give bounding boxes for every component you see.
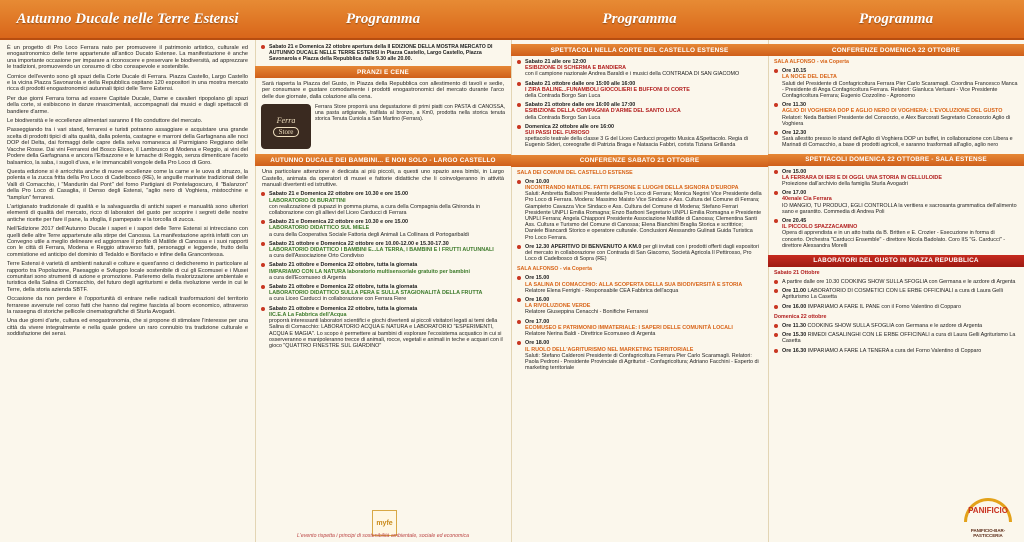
event-row [511, 59, 768, 78]
event-row [255, 241, 511, 260]
kids-intro: Una particolare attenzione è dedicata ai più piccoli, a questi uno spazio area bimbi, in Largo Castello, animata da operatori di musei e fattorie didattiche che li coinvolgeranno in attività manuali divertenti ed istruttive. [262, 169, 504, 189]
ferra-store-text: Ferrara Store proporrà una degustazione di primi piatti con PASTA di CANOSSA, una pasta artigianale, trafilata al bronzo, a Km0, prodotta nella storica tenuta storica Tenuta Cuniola a San Martino (Ferrara). [315, 104, 505, 123]
event-text: con realizzazione di pupazzi in gomma piuma, a cura della Compagnia della Ghironda in collaborazione con gli allievi del Liceo Carducci di Ferrara [269, 203, 480, 217]
event-text: proporrà interessanti laboratori scientifici e giochi divertenti ai piccoli visitatori legati ai temi della Salina di Comacchio: LABORATORIO ACQUA E NATURA e LABORATORIO "ESPERIMENTI, ACQUA E MAGIA". Lo scopo è permettere ai bambini di esplorare l'ecosistema acquatico in cui si osserveranno e manipoleranno trecce di animali, rocce, vegetali e animali in teche e acquari con il gioco "QUATTRO FINESTRE SUL GIARDINO" [269, 318, 503, 349]
event-text: a cura dell'Associazione Orto Condiviso [269, 253, 364, 260]
lab-time: Ore 15.30 [782, 332, 807, 339]
event-row [768, 218, 1024, 249]
panificio-logo [958, 498, 1018, 538]
conf-row [511, 275, 768, 294]
program-column-2 [255, 0, 511, 542]
event-time: Sabato 21 ottobre e Domenica 22 ottobre ore 10.00-12.00 e 15.30-17.30 [269, 240, 449, 247]
intro-paragraph: Questa edizione si è arricchita anche di nuove eccellenze come la carne e le uova di struzzo, la polenta e la zucca fritta della Pro Loco di Cadelbosco (RE), le anguille marinate tradizionali delle Valli di Comacchio, i "Manduriin dal Pont" del forno Partigiani di Pontelagoscuro, il "Balanzon" della Pro Loco di Casaglia, il Denso degli Estensi, "aglio nero di Voghiera, mistocchine e "tamplun" ferraresi. [7, 168, 248, 201]
event-body [782, 190, 1018, 215]
lab-body [782, 323, 982, 329]
bullet-icon [261, 263, 265, 267]
event-text: con il campione nazionale Andrea Baraldi e i musici della CONTRADA DI SAN GIACOMO [525, 71, 740, 78]
col3-title: Programma [602, 10, 677, 27]
panificio-subtitle: PANIFICIO-BAR-PASTICCERIA [970, 528, 1006, 538]
bullet-icon [774, 289, 778, 293]
event-body [269, 219, 469, 238]
program-column-4 [768, 0, 1024, 542]
event-body [525, 81, 690, 100]
bullet-icon [261, 220, 265, 224]
conf-time: Ore 17.00 [525, 318, 550, 325]
lab-text: IMPARIAMO A FARE LA TENERA a cura del Forno Valentino di Copparo [807, 347, 982, 354]
bullet-icon [774, 280, 778, 284]
event-text: Relatori: Neda Barbieri Presidente del Consorzio, e Alex Barcorati Segretario Consorzio Aglio di Voghiera [782, 114, 1011, 127]
bullet-icon [261, 285, 265, 289]
intro-paragraph: Terre Estensi è varietà di ambienti naturali e colture e quest'anno ci dedicheremo in particolare al rapporto tra Popolazione, Paesaggio e Sviluppo locale sostenibile di cui gli Ecomusei e i Musei comunitari sono strumenti di azione e promozione. Parleremo della rivalorizzazione ambientale e turistica della Salina di Comacchio, del futuro degli agriturismi e della rivoluzione verde in cui le Terre, della storia azienda SBTF. [7, 261, 248, 293]
event-body [782, 68, 1018, 99]
kids-band: AUTUNNO DUCALE DEI BAMBINI... E NON SOLO - LARGO CASTELLO [255, 154, 511, 166]
event-row [255, 191, 511, 216]
event-title: IIC.E.A La Fabbrica dell'Acqua [269, 311, 347, 318]
event-row [768, 68, 1024, 99]
conf-row [511, 297, 768, 316]
event-row [768, 130, 1024, 149]
lab-row [768, 332, 1024, 344]
event-time: Domenica 22 ottobre alle ore 16:00 [525, 123, 614, 130]
event-title: I ZIRA BALINE...FUNAMBOLI GIOCOLIERI E BUFFONI DI CORTE [525, 86, 690, 93]
intro-text [0, 45, 255, 338]
event-time: Sabato 21 ottobre dalle ore 16:00 alle 17:00 [525, 102, 636, 109]
lab-text: IMPARIAMO A FARE IL PANE con il Forno Valentino di Copparo [807, 303, 961, 310]
bullet-icon [517, 341, 521, 345]
ferra-store-logo [261, 104, 311, 149]
conf-title: LA SALINA DI COMACCHIO: ALLA SCOPERTA DELLA SUA BIODIVERSITÀ E STORIA [525, 281, 743, 288]
meals-text: Sarà riaperta la Piazza del Gusto, in Piazza della Repubblica con allestimento di tavoli e sedie, per consumare e gustare comodamente i prodotti enogastronomici del mercato durante l'arco delle due giornate, dalla colazione alla cena. [262, 81, 504, 100]
intro-paragraph: Occasione da non perdere è l'opportunità di entrare nelle radicali trasformazioni del territorio ferrarese avvenute nel corso fatti che hanno dal regime fascista al boom economico, attraverso la rassegna di storiche pellicole cinematografiche di Sturla Avogadri. [7, 296, 248, 316]
event-row [255, 262, 511, 281]
program-column-3 [511, 0, 768, 542]
event-text: Proiezione dall'archivio della famiglia Sturla Avogadri [782, 180, 908, 187]
sun-labs [768, 323, 1024, 354]
taste-labs-band: LABORATORI DEL GUSTO IN PIAZZA REPUBBLICA [768, 255, 1024, 267]
sun-conferences [768, 68, 1024, 148]
bullet-icon [774, 69, 778, 73]
intro-paragraph: Cornice dell'evento sono gli spazi della Corte Ducale di Ferrara. Piazza Castello, Largo Castello e la vicina Piazza Savonarola e della Repubblica ospitano 120 espositori in una mostra mercato ricca di prodotti enogastronomici autunnali tipici delle Terre Estensi. [7, 73, 248, 93]
room-alfonso-sun [768, 59, 1024, 65]
bullet-icon [774, 103, 778, 107]
event-title: LA FERRARA DI IERI E DI OGGI. UNA STORIA IN CELLULOIDE [782, 174, 942, 181]
room-comuni-label: SALA DEI COMUNI DEL CASTELLO ESTENSE [517, 169, 633, 176]
event-title: AGLIO DI VOGHIERA DOP E AGLIO NERO DI VOGHIERA: L'EVOLUZIONE DEL GUSTO [782, 108, 1003, 115]
event-title: SUI PASSI DEL FURIOSO [525, 130, 590, 137]
event-row [768, 102, 1024, 127]
col3-header [511, 0, 768, 40]
conf-title: LA RIVOLUZIONE VERDE [525, 303, 591, 310]
bullet-icon [774, 305, 778, 309]
conf-row [511, 319, 768, 338]
event-row [255, 306, 511, 349]
bullet-icon [774, 349, 778, 353]
event-body [525, 124, 762, 149]
lab-time: Ore 16.00 [782, 303, 807, 310]
bullet-icon [517, 298, 521, 302]
event-title: ESIBIZIONE DI SCHERMA E BANDIERA [525, 65, 627, 72]
event-title: LABORATORIO DIDATTICO I BAMBINI E...LA TERRA, I BAMBINI E I FRUTTI AUTUNNALI [269, 247, 494, 254]
event-time: Sabato 21 ottobre e Domenica 22 ottobre, tutta la giornata [269, 262, 418, 269]
conf-row [511, 179, 768, 241]
event-row [511, 124, 768, 149]
event-row [511, 81, 768, 100]
conf-text: per gli invitati con i prodotti offerti dagli espositori del mercato in collaborazione con Contrada di San Giacomo, Società Agricola Il Pettirosso, Pro Loco di Cadelbosco di Sopra (RE) [525, 243, 760, 263]
event-text: spettacolo teatrale della classe 3 G del Liceo Carducci progetto Musica &Spettacolo. Regia di Eugenio Sideri, coreografie di Patrizia Braga e Natascia Fabbri, corista Tiziana Grillanda [525, 136, 748, 149]
event-time: Sabato 21 ottobre e Domenica 22 ottobre, tutta la giornata [269, 305, 418, 312]
event-title: LABORATORIO DI BURATTINI [269, 197, 346, 204]
conf-text: Saluti: Ambretta Balboni Presidente della Pro Loco di Ferrara; Monica Negrini Vice Presidente della Pro Loco di Ferrara. Modera: Massimo Maisto Vice Sindaco e Ass. Cultura del Comune di Ferrara; Giampietro Cavazza Vice Sindaco e Ass. Cultura del Comune di Modena; Stefano Ferrari Presidente UNPLI Emilia Romagna; Enzo Barboni Segretario UNPLI Emilia Romagna e Presidente UNPLI Ferrara; Angela Chiapponi Presidente Associazione Matilde di Canossa; Clementina Santi Ass. Cultura e Turismo del Comune di Canossa; Elena Bianchini Braglia Storica e scrittrice; Daniele Biancardi Storico e operatore culturale. Conclusioni Alessandro Gulinati Guida Turistica Pro Loco Ferrara. [525, 191, 762, 241]
lab-text: A partire dalle ore 10.30 COOKING SHOW SULLA SFOGLIA con Germana e le azdore di Argenta [782, 279, 1016, 286]
intro-paragraph: Nell'Edizione 2017 dell'Autunno Ducale i saperi e i sapori delle Terre Estensi si intrecciano con quelli delle altre Terre appartenute alla stirpe dei Canossa. La manifestazione aprirà infatti con un Convegno utile a meglio delineare ed aggiornare il profilo di Matilde di Canossa e i suoi rapporti con le città di Ferrara, Modena e Reggio attraverso fatti, personaggi e leggende, frutto della commistione ed anticipo del dominio di Tedaldo e Bonifacio e infine della Grancontessa. [7, 226, 248, 258]
lab-time: Ore 16.30 [782, 347, 807, 354]
event-body [782, 169, 942, 188]
myfe-logo: myfe [372, 510, 397, 536]
conf-text: Saluti: Stefano Calderoni Presidente di Confagricoltura Ferrara Pier Carlo Scaramagli. Relatori: Paola Pedroni - Presidente Provinciale di Agriturist - Confagricoltura; Adriano Facchini - Esperto di marketing territoriale [525, 352, 759, 372]
event-body [269, 241, 494, 260]
conf-title: INCONTRANDO MATILDE. FATTI PERSONE E LUOGHI DELLA SIGNORA D'EUROPA [525, 184, 739, 191]
event-body [525, 102, 681, 121]
event-row [255, 219, 511, 238]
col1-title: Autunno Ducale nelle Terre Estensi [16, 10, 239, 27]
event-time: Sabato 21 alle ore 12:00 [525, 59, 587, 65]
lab-text: LABORATORIO DI COSMETICI CON LE ERBE OFFICINALI a cura di Laura Gelli Agriturismo La Casetta [782, 288, 1003, 301]
lab-body [782, 279, 1015, 285]
event-text: Sarà allestito presso lo stand dell'Aglio di Voghiera DOP un buffet, in collaborazione con Libera e Marinati di Comacchio, a base di prodotti agricoli, e saranno trasformati all'aglio, aglio nero [782, 136, 1013, 149]
conf-time: Ore 16.00 [525, 297, 550, 304]
event-time: Ore 20.45 [782, 217, 807, 224]
shows-list [511, 59, 768, 149]
day-sat-label: Sabato 21 Ottobre [774, 269, 820, 276]
event-time: Ore 17.00 [782, 190, 807, 197]
lab-time: Ore 11.30 [782, 322, 806, 329]
bullet-icon [774, 191, 778, 195]
lab-body [782, 304, 961, 310]
bullet-icon [517, 180, 521, 184]
bullet-icon [261, 192, 265, 196]
sun-shows-band: SPETTACOLI DOMENICA 22 OTTOBRE - SALA ESTENSE [768, 154, 1024, 166]
event-text: Opera di apprendista e in un atto tratta da B. Britten e E. Crozier - Esecuzione in forma di concerto. Orchestra "Carducci Ensemble" - direttore Nicola Badolato. Coro IIS "G. Carducci" - direttore Alessandra Morelli [782, 230, 1006, 249]
event-time: Ore 10.15 [782, 68, 807, 75]
col1-header [0, 0, 255, 40]
lab-text: COOKING SHOW SULLA SFOGLIA con Germana e le azdore di Argenta [807, 322, 983, 329]
sat-labs [768, 279, 1024, 310]
event-title: 40enale Cia Ferrara [782, 196, 832, 203]
conf-time: Ore 12.30 [525, 243, 550, 250]
event-body [269, 284, 482, 303]
conf-time: Ore 15.00 [525, 275, 550, 282]
intro-paragraph: È un progetto di Pro Loco Ferrara nato per promuovere il patrimonio artistico, culturale ed enogastronomico delle terre appartenute all'antico Ducato Estense. La manifestazione è anche una importante occasione per imparare a riconoscere e preservare le biodiversità, ad apprezzare le tradizioni, promuovendo un consumo di cibo consapevole e sostenibile. [7, 45, 248, 71]
col4-header [768, 0, 1024, 40]
event-time: Sabato 21 e Domenica 22 ottobre ore 10.30 e ore 15.00 [269, 219, 409, 226]
event-time: Ore 12.30 [782, 129, 807, 136]
conf-text: Relatore Giuseppina Cenacchi - Bonifiche Ferraresi [525, 309, 649, 316]
event-body [269, 306, 505, 349]
event-text: della Contrada Borgo San Luca [525, 93, 601, 100]
panificio-title: PANIFICIO [968, 506, 1008, 515]
event-title: LABORATORIO DIDATTICO SULLA PERA E SULLA STAGIONALITÀ DELLA FRUTTA [269, 290, 483, 297]
event-time: Ore 11.30 [782, 102, 806, 109]
event-body [782, 218, 1018, 249]
bullet-icon [261, 45, 265, 49]
event-body [782, 130, 1018, 149]
ferra-store-block [255, 104, 511, 149]
event-body [782, 102, 1018, 127]
bullet-icon [261, 307, 265, 311]
bullet-icon [517, 320, 521, 324]
event-title: ESIBIZIONE DELLA COMPAGNIA D'ARME DEL SANTO LUCA [525, 108, 681, 115]
event-body [269, 262, 470, 281]
intro-paragraph: Una due giorni d'arte, cultura ed enogastronomia, che si propone di stimolare l'interesse per una città da vivere integralmente e nella quale godere un raro connubio tra tradizione culturale e soddisfazione dei sensi. [7, 318, 248, 338]
lab-text: RIMEDI CASALINGHI CON LE ERBE OFFICINALI a cura di Laura Gelli Agriturismo La Casetta [782, 332, 1016, 345]
lab-row [768, 323, 1024, 329]
conferences-sat-band: CONFERENZE SABATO 21 OTTOBRE [511, 155, 768, 167]
conf-title: IL RUOLO DELL'AGRITURISMO NEL MARKETING TERRITORIALE [525, 346, 694, 353]
bullet-icon [517, 245, 521, 249]
conf-title: ECOMUSEO E PATRIMONIO IMMATERIALE: I SAPERI DELLE COMUNITÀ LOCALI [525, 324, 733, 331]
room-alfonso [511, 266, 768, 272]
bullet-icon [774, 219, 778, 223]
lab-row [768, 304, 1024, 310]
sun-shows [768, 169, 1024, 249]
bullet-icon [517, 82, 521, 86]
event-row [768, 190, 1024, 215]
event-text: a cura Liceo Carducci in collaborazione con Ferrara Fiere [269, 296, 407, 303]
intro-paragraph: Le biodiversità e le eccellenze alimentari saranno il filo conduttore del mercato. [7, 118, 203, 125]
conf-text: Relatore Elena Ferrighi - Responsabile CEA Fabbrica dell'acqua [525, 287, 679, 294]
conf-title: APERITIVO DI BENVENUTO A KM.0 [550, 243, 642, 250]
col4-title: Programma [858, 10, 934, 27]
bullet-icon [517, 276, 521, 280]
room-comuni [511, 170, 768, 176]
conf-row [511, 244, 768, 263]
bullet-icon [774, 333, 778, 337]
conf-row [511, 340, 768, 371]
day-sun-label: Domenica 22 ottobre [774, 313, 827, 320]
event-body [269, 191, 505, 216]
lab-row [768, 279, 1024, 285]
event-title: LA NOCE DEL DELTA [782, 74, 837, 81]
event-text: a cura della Cooperativa Sociale Fattoria degli Animali La Collinara di Portogaribaldi [269, 231, 469, 238]
shows-band: SPETTACOLI NELLA CORTE DEL CASTELLO ESTENSE [511, 44, 768, 56]
event-row [768, 169, 1024, 188]
meals-band: PRANZI E CENE [255, 66, 511, 78]
event-text: della Contrada Borgo San Luca [525, 114, 601, 121]
intro-paragraph: L'artigianato tradizionale di qualità e la salvaguardia di antichi saperi e manualità sono ulteriori elementi di qualità del mercato, ricco di laboratori del gusto per scoprire i segreti delle nostre antiche ricette per fare il pane, la sfoglia, il pampepato e la torcolla di zucca. [7, 203, 248, 223]
intro-column [0, 0, 255, 542]
kids-list [255, 191, 511, 349]
event-title: IMPARIAMO CON LA NATURA laboratorio multisensoriale gratuito per bambini [269, 268, 470, 275]
bullet-icon [774, 324, 778, 328]
bullet-icon [517, 103, 521, 107]
lab-row [768, 288, 1024, 300]
event-row [255, 284, 511, 303]
event-title: IL PICCOLO SPAZZACAMINO [782, 224, 858, 231]
col2-title: Programma [345, 10, 421, 27]
room-alfonso-sun-label: SALA ALFONSO - via Coperta [774, 59, 849, 65]
conf-time: Ore 18.00 [525, 340, 550, 347]
conferences-sun-band: CONFERENZE DOMENICA 22 OTTOBRE [768, 44, 1024, 56]
event-time: Sabato 21 e Domenica 22 ottobre ore 10.30 e ore 15.00 [269, 191, 409, 198]
intro-paragraph: Per due giorni Ferrara torna ad essere Capitale Ducale, Dame e cavalieri ripopolano gli spazi della corte, si esibiscono in danze rinascimentali, accompagnati dai musici e dagli spettacoli di bandiere d'arme. [7, 95, 248, 115]
sustainability-note: L'evento rispetta i principi di sostenibilità ambientale, sociale ed economica [297, 533, 469, 539]
intro-paragraph: Passeggiando tra i vari stand, ferraresi e turisti potranno assaggiare e acquistare una grande scelta di prodotti tipici di alta qualità, dalla polenta, castagne e marroni della Garfagnana alle noci DOP del Delta, dai formaggi delle capre della selva romanesca al Parmigiano Reggiano delle Vacche Rosse. Dai vini Ferraresi del Bosco Eliceo, il Lambrusco di Modena e Reggio, ai vini del Podere della Garfagnana e ancora l'Erbazzone e le lumache di Reggio, senza dimenticare l'aceto balsamico, la saba, i sugoli d'uva, e le immancabili vongole della Pro Loco di Goro. [7, 127, 248, 166]
conf-text: Relatore Nerina Baldi - Direttrice Ecomuseo di Argenta [525, 331, 656, 338]
lab-body [782, 332, 1018, 344]
bullet-icon [774, 170, 778, 174]
event-body [525, 59, 739, 78]
lab-time: Ore 11.00 [782, 288, 806, 295]
event-time: Sabato 21 ottobre dalle ore 15:00 alle 16:00 [525, 80, 636, 87]
event-title: LABORATORIO DIDATTICO SUL MIELE [269, 225, 370, 232]
lab-body [782, 348, 981, 354]
event-time: Ore 15.00 [782, 168, 807, 175]
room-alfonso-label: SALA ALFONSO - via Coperta [517, 266, 592, 273]
event-row [511, 102, 768, 121]
bullet-icon [774, 131, 778, 135]
conf-time: Ore 10.00 [525, 178, 550, 185]
bullet-icon [517, 125, 521, 129]
bullet-icon [517, 60, 521, 64]
event-text: a cura dell'Ecomuseo di Argenta [269, 274, 347, 281]
col2-header [255, 0, 511, 40]
opening-row [255, 44, 511, 62]
event-time: Sabato 21 ottobre e Domenica 22 ottobre, tutta la giornata [269, 284, 418, 291]
lab-body [782, 288, 1018, 300]
ferra-logo-text: Ferra [276, 116, 296, 126]
event-text: IO MANGIO, TU PRODUCI, EGLI CONTROLLA la veritiera e sacrosanta grammatica dell'alimento sano e garantito. Commedia di Andrea Poli [782, 202, 1017, 215]
bullet-icon [261, 242, 265, 246]
lab-row [768, 348, 1024, 354]
opening-text: Sabato 21 e Domenica 22 ottobre apertura della II EDIZIONE DELLA MOSTRA MERCATO DI AUTUNNO DUCALE NELLE TERRE ESTENSI in Piazza Castello, Largo Castello, Piazza Savonarola e Piazza della Repubblica dalle 9.30 alle 20.00. [269, 44, 493, 62]
store-logo-text: Store [273, 127, 300, 137]
day-sun [768, 314, 1024, 320]
event-text: Saluti del Presidente di Confagricoltura Ferrara Pier Carlo Scaramagli. Coordina Francesco Manca - Presidente di Anga Confagricoltura Ferrara. Relatori: Gianluca Vertuani - Vice Presidente Confagricoltura Ferrara; Eugenio Cozzolino - Agronomo [782, 80, 1018, 99]
day-sat [768, 270, 1024, 276]
